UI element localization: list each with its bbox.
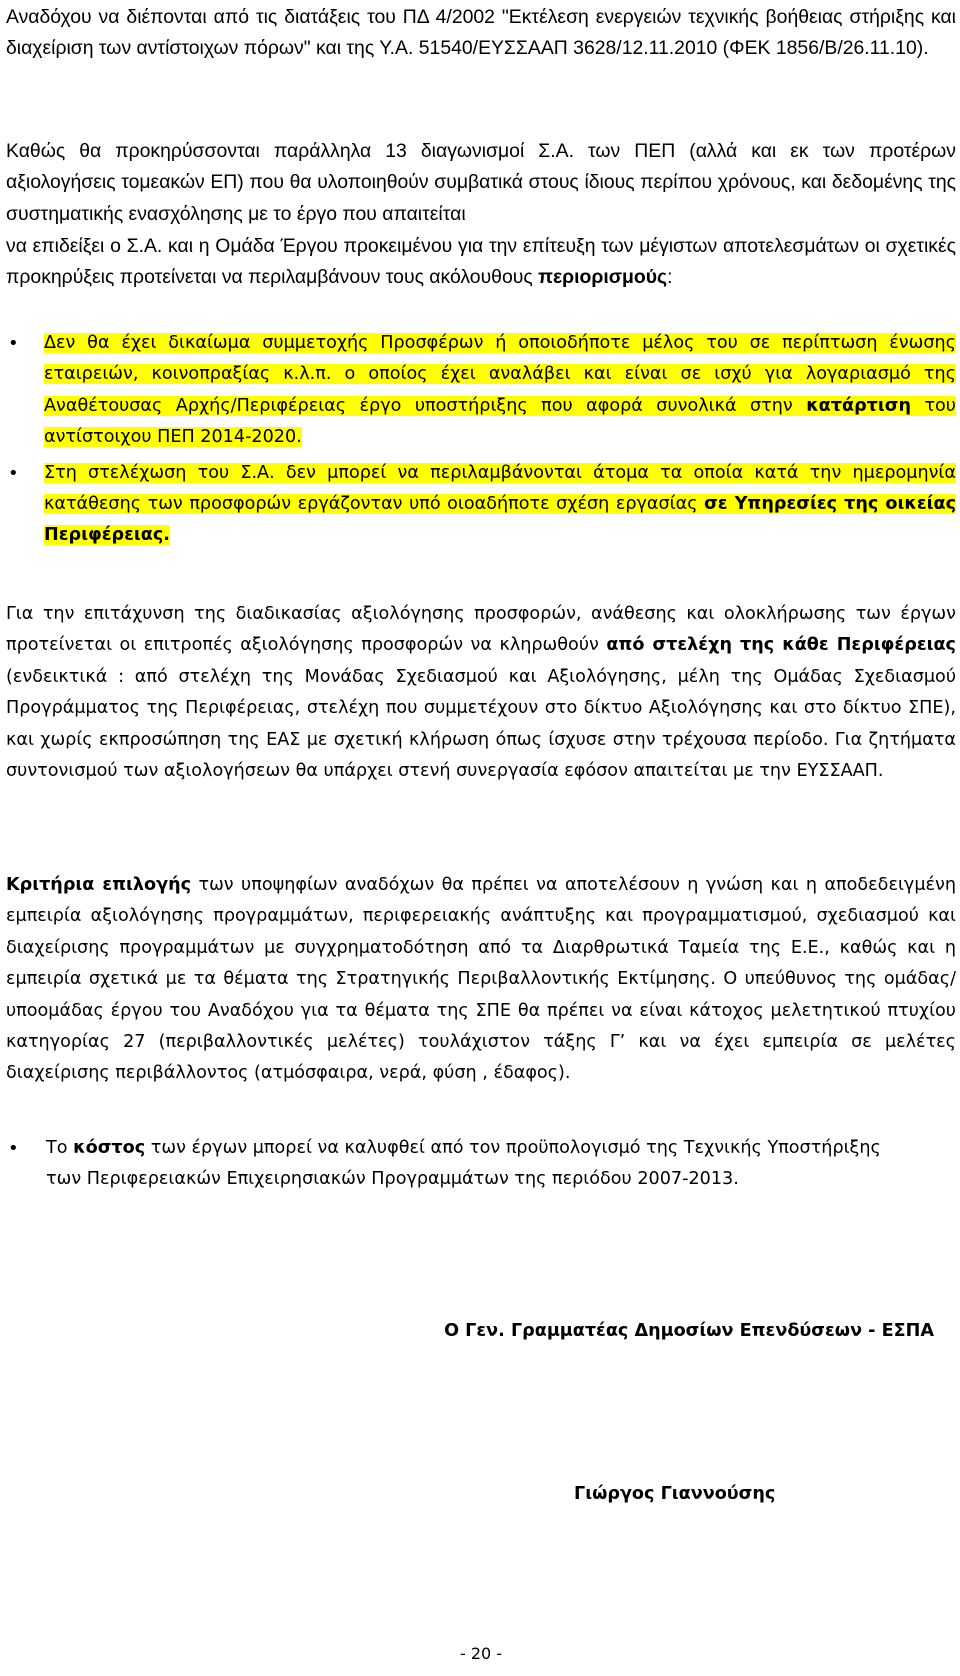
list-item <box>6 1133 896 1196</box>
restriction-item-1-text: Δεν θα έχει δικαίωμα συμμετοχής Προσφέρων ή οποιοδήποτε μέλος του σε περίπτωση ένωσης εταιρειών, κοινοπραξίας κ.λ.π. ο οποίος έχει αναλάβει και είναι σε ισχύ για λογαριασμό της Αναθέτουσας Αρχής/Περιφέρειας έργο υποστήριξης που αφορά συνολικά στην <box>44 333 956 416</box>
restriction-item-1 <box>44 333 956 447</box>
signature-name: Γιώργος Γιαννούσης <box>574 1484 776 1504</box>
page-number: - 20 - <box>459 1644 503 1663</box>
cost-item-bold: κόστος <box>73 1138 146 1158</box>
list-item <box>6 458 956 552</box>
paragraph-contractor-provisions: Αναδόχου να διέπονται από τις διατάξεις του ΠΔ 4/2002 "Εκτέλεση ενεργειών τεχνικής βοήθειας στήριξης και διαχείριση των αντίστοιχων πόρων" και της Υ.Α. 51540/ΕΥΣΣΑΑΠ 3628/12.11.2010 (ΦΕΚ 1856/Β/26.11.10). <box>6 6 956 60</box>
bullet-icon: • <box>8 333 19 354</box>
restrictions-list <box>6 328 956 552</box>
cost-item-text: Το <box>46 1138 74 1158</box>
committees-text-end: (ενδεικτικά : από στελέχη της Μονάδας Σχεδιασμού και Αξιολόγησης, μέλη της Ομάδας Σχεδιασμού Προγράμματος της Περιφέρειας, στελέχη που συμμετέχουν στο δίκτυο Αξιολόγησης και στο δίκτυο ΣΠΕ), και χωρίς εκπροσώπηση της ΕΑΣ με σχετική κλήρωση όπως ίσχυσε στην τρέχουσα περίοδο. Για ζητήματα συντονισμού των αξιολογήσεων θα υπάρχει στενή συνεργασία εφόσον απαιτείται με την ΕΥΣΣΑΑΠ. <box>6 666 956 782</box>
restriction-item-2-text: Στη στελέχωση του Σ.Α. δεν μπορεί να περιλαμβάνονται άτομα τα οποία κατά την ημερομηνία κατάθεσης των προσφορών εργάζονταν υπό οιοαδήποτε σχέση εργασίας <box>44 462 956 515</box>
paragraph-selection-criteria <box>6 870 956 1090</box>
restrictions-colon: : <box>667 266 673 289</box>
paragraph-parallel-tenders: Καθώς θα προκηρύσσονται παράλληλα 13 διαγωνισμοί Σ.Α. των ΠΕΠ (αλλά και εκ των προτέρων αξιολογήσεις τομεακών ΕΠ) που θα υλοποιηθούν συμβατικά στους ίδιους περίπου χρόνους, και δεδομένης της συστηματικής ενασχόλησης με το έργο που απαιτείται <box>6 140 956 225</box>
paragraph-restrictions-intro <box>6 231 956 294</box>
cost-item-end: των έργων μπορεί να καλυφθεί από τον προϋπολογισμό της Τεχνικής Υποστήριξης των Περιφερειακών Επιχειρησιακών Προγραμμάτων της περιόδου 2007-2013. <box>46 1138 881 1190</box>
bullet-icon: • <box>8 1138 19 1159</box>
criteria-text: των υποψηφίων αναδόχων θα πρέπει να αποτελέσουν η γνώση και η αποδεδειγμένη εμπειρία αξιολόγησης προγραμμάτων, περιφερειακής ανάπτυξης και προγραμματισμού, σχεδιασμού και διαχείρισης προγραμμάτων με συγχρηματοδότηση από τα Διαρθρωτικά Ταμεία της Ε.Ε., καθώς και η εμπειρία σχετικά με τα θέματα της Στρατηγικής Περιβαλλοντικής Εκτίμησης. Ο υπεύθυνος της ομάδας/υποομάδας έργου του Αναδόχου για τα θέματα της ΣΠΕ θα πρέπει να είναι κάτοχος μελετητικού πτυχίου κατηγορίας 27 (περιβαλλοντικές μελέτες) τουλάχιστον τάξης Γ’ και να έχει εμπειρία σε μελέτες διαχείρισης περιβάλλοντος (ατμόσφαιρα, νερά, φύση , έδαφος). <box>6 875 956 1084</box>
list-item <box>6 328 956 454</box>
cost-list <box>6 1133 896 1196</box>
bullet-icon: • <box>8 462 19 484</box>
restriction-item-2-bold: σε Υπηρεσίες της οικείας Περιφέρειας. <box>44 494 957 546</box>
restrictions-intro-text: να επιδείξει ο Σ.Α. και η Ομάδα Έργου προκειμένου για την επίτευξη των μέγιστων αποτελεσμάτων οι σχετικές προκηρύξεις προτείνεται να περιλαμβάνουν τους ακόλουθους <box>6 235 956 289</box>
criteria-bold: Κριτήρια επιλογής <box>6 875 192 895</box>
restrictions-bold: περιορισμούς <box>538 266 668 289</box>
signature-title: Ο Γεν. Γραμματέας Δημοσίων Επενδύσεων - ΕΣΠΑ <box>444 1321 934 1341</box>
restriction-item-1-bold: κατάρτιση <box>806 395 911 416</box>
committees-text: Για την επιτάχυνση της διαδικασίας αξιολόγησης προσφορών, ανάθεσης και ολοκλήρωσης των έργων προτείνεται οι επιτροπές αξιολόγησης προσφορών να κληρωθούν <box>6 604 956 656</box>
paragraph-evaluation-committees <box>6 599 956 787</box>
restriction-item-1-end: του αντίστοιχου ΠΕΠ 2014-2020. <box>44 395 956 448</box>
committees-bold: από στελέχη της κάθε Περιφέρειας <box>606 635 956 656</box>
restriction-item-2 <box>44 463 956 546</box>
